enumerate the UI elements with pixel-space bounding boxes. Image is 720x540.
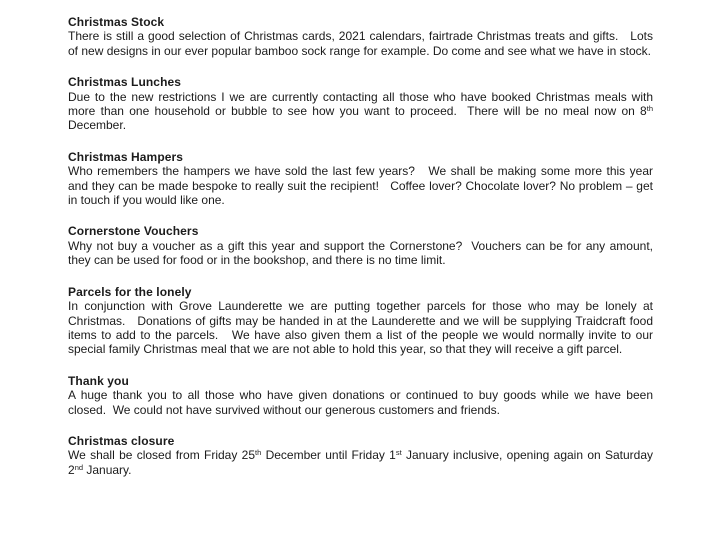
section-paragraph <box>68 299 657 357</box>
ordinal-superscript: th <box>646 104 653 114</box>
paragraph-text: We shall be closed from Friday 25 <box>68 448 255 463</box>
section-paragraph <box>68 89 657 133</box>
section-heading: Cornerstone Vouchers <box>68 224 199 239</box>
sections-container <box>68 15 657 477</box>
section-heading: Christmas closure <box>68 433 175 448</box>
section-paragraph <box>68 448 657 477</box>
paragraph-text: There is still a good selection of Christmas cards, 2021 calendars, fairtrade Christmas treats and gifts. Lots of new designs in our ever popular bamboo sock range for example. Do come and see what we have in stock. <box>68 29 657 58</box>
section-christmas-closure <box>68 433 657 477</box>
paragraph-text: Who remembers the hampers we have sold the last few years? We shall be making some more this year and they can be made bespoke to really suit the recipient! Coffee lover? Chocolate lover? No problem – get in touch if you would like one. <box>68 164 657 208</box>
section-paragraph <box>68 238 657 268</box>
paragraph-text: January inclusive, opening again on Saturday 2 <box>68 448 657 477</box>
section-christmas-lunches <box>68 75 657 133</box>
paragraph-text: January. <box>83 462 132 477</box>
section-paragraph <box>68 388 657 417</box>
ordinal-superscript: th <box>255 448 262 458</box>
ordinal-superscript: st <box>395 448 402 458</box>
paragraph-text: Why not buy a voucher as a gift this year and support the Cornerstone? Vouchers can be for any amount, they can be used for food or in the bookshop, and there is no time limit. <box>68 238 657 268</box>
section-heading: Christmas Hampers <box>68 149 184 164</box>
section-parcels-for-the-lonely <box>68 284 657 357</box>
section-heading: Thank you <box>68 373 129 388</box>
section-heading: Christmas Stock <box>68 15 165 29</box>
section-heading: Christmas Lunches <box>68 75 182 90</box>
paragraph-text: December until Friday 1 <box>261 448 396 463</box>
paragraph-text: A huge thank you to all those who have given donations or continued to buy goods while we have been closed. We could not have survived without our generous customers and friends. <box>68 388 657 417</box>
paragraph-text: In conjunction with Grove Launderette we are putting together parcels for those who may be lonely at Christmas. Donations of gifts may be handed in at the Launderette and we will be supplying Traidcraft food items to add to the parcels. We have also given them a list of the people we would normally invite to our special family Christmas meal that we are not able to hold this year, so that they will receive a gift parcel. <box>68 299 657 357</box>
section-christmas-stock <box>68 15 657 58</box>
section-paragraph <box>68 164 657 208</box>
ordinal-superscript: nd <box>74 462 84 472</box>
section-cornerstone-vouchers <box>68 224 657 268</box>
section-thank-you <box>68 373 657 417</box>
paragraph-text: Due to the new restrictions I we are currently contacting all those who have booked Christmas meals with more than one household or bubble to see how you want to proceed. There will be no meal now on 8 <box>68 89 657 119</box>
section-paragraph <box>68 29 657 58</box>
section-christmas-hampers <box>68 149 657 208</box>
section-heading: Parcels for the lonely <box>68 284 192 299</box>
paragraph-text: December. <box>68 104 657 133</box>
